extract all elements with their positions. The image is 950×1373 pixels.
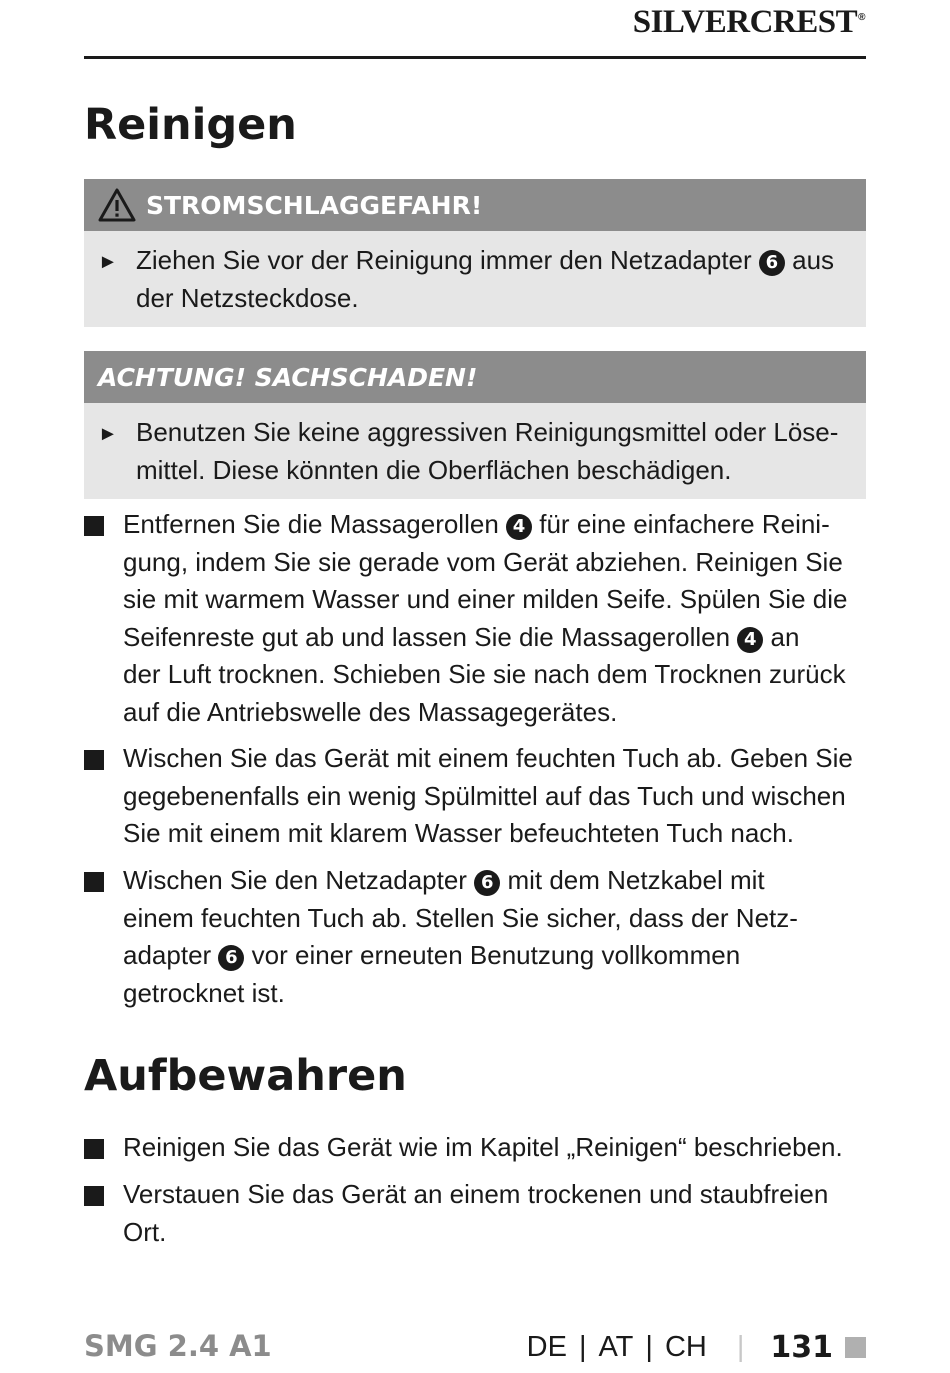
- warning-box-electric-shock: [84, 179, 866, 327]
- text-line: Ort.: [123, 1216, 167, 1247]
- reference-number-badge: 6: [759, 250, 785, 276]
- list-item: [84, 506, 869, 731]
- language-de: DE: [526, 1331, 567, 1363]
- brand-logo: [633, 4, 865, 41]
- text-run: an: [770, 621, 800, 652]
- language-ch: CH: [664, 1331, 707, 1363]
- warning-box-body: [84, 231, 866, 327]
- list-item: [84, 1129, 869, 1167]
- separator: |: [645, 1331, 653, 1363]
- square-bullet-icon: [84, 1186, 104, 1206]
- text-run: adapter: [123, 940, 212, 970]
- page-marker-icon: [845, 1337, 866, 1358]
- list-item: [84, 1176, 869, 1251]
- brand-logo-crest: CREST: [749, 4, 858, 40]
- footer-page-info: [527, 1330, 866, 1365]
- footer-model-number: SMG 2.4 A1: [84, 1329, 272, 1363]
- list-item: [84, 740, 869, 853]
- separator: |: [578, 1331, 587, 1363]
- brand-logo-silver: SILVER: [632, 4, 750, 40]
- header-rule: [84, 56, 866, 59]
- registered-mark: ®: [858, 12, 865, 23]
- text-line: der Luft trocknen. Schieben Sie sie nach dem Trocknen zurück: [123, 659, 846, 689]
- arrow-bullet-icon: ►: [98, 423, 118, 445]
- text-run: aus: [792, 245, 835, 275]
- reference-number-badge: 6: [218, 945, 244, 971]
- warning-line: Benutzen Sie keine aggressiven Reinigungsmittel oder Löse-: [136, 417, 839, 447]
- text-run: für eine einfachere Reini-: [539, 509, 830, 539]
- section-title-aufbewahren: Aufbewahren: [84, 1051, 407, 1101]
- warning-box-body: [84, 403, 866, 499]
- warning-line: [136, 241, 846, 279]
- separator: |: [736, 1331, 745, 1363]
- text-line: sie mit warmem Wasser und einer milden Seife. Spülen Sie die: [123, 584, 848, 614]
- warning-box-header: [84, 179, 866, 231]
- text-line: gung, indem Sie sie gerade vom Gerät abziehen. Reinigen Sie: [123, 546, 843, 577]
- text-line: Reinigen Sie das Gerät wie im Kapitel „Reinigen“ beschrieben.: [123, 1132, 843, 1162]
- text-line: gegebenenfalls ein wenig Spülmittel auf das Tuch und wischen: [123, 780, 846, 811]
- warning-box-title: ACHTUNG! SACHSCHADEN!: [98, 362, 478, 392]
- text-line: [123, 619, 869, 657]
- reference-number-badge: 4: [737, 627, 763, 653]
- text-run: Wischen Sie den Netzadapter: [123, 865, 467, 895]
- text-run: Entfernen Sie die Massagerollen: [123, 509, 499, 539]
- text-line: [123, 862, 869, 900]
- text-run: mit dem Netzkabel mit: [507, 865, 765, 895]
- section-title-reinigen: Reinigen: [84, 100, 297, 150]
- warning-box-property-damage: [84, 351, 866, 499]
- text-line: Sie mit einem mit klarem Wasser befeuchteten Tuch nach.: [123, 818, 794, 848]
- text-line: Wischen Sie das Gerät mit einem feuchten Tuch ab. Geben Sie: [123, 743, 853, 773]
- text-run: Seifenreste gut ab und lassen Sie die Massagerollen: [123, 621, 731, 652]
- list-item: [84, 862, 869, 1012]
- square-bullet-icon: [84, 1139, 104, 1159]
- text-run: vor einer erneuten Benutzung vollkommen: [251, 940, 741, 970]
- square-bullet-icon: [84, 750, 104, 770]
- text-line: [123, 937, 869, 975]
- text-run: Ziehen Sie vor der Reinigung immer den Netzadapter: [136, 245, 752, 275]
- page-number: 131: [770, 1330, 833, 1365]
- warning-line: mittel. Diese könnten die Oberflächen beschädigen.: [136, 455, 732, 485]
- square-bullet-icon: [84, 872, 104, 892]
- text-line: Verstauen Sie das Gerät an einem trockenen und staubfreien: [123, 1179, 829, 1209]
- reference-number-badge: 6: [474, 870, 500, 896]
- text-line: einem feuchten Tuch ab. Stellen Sie sicher, dass der Netz-: [123, 902, 798, 933]
- language-at: AT: [598, 1331, 634, 1363]
- warning-line: der Netzsteckdose.: [136, 283, 359, 313]
- warning-box-title: STROMSCHLAGGEFAHR!: [146, 190, 483, 220]
- warning-box-header: [84, 351, 866, 403]
- arrow-bullet-icon: ►: [98, 251, 118, 273]
- text-line: getrocknet ist.: [123, 977, 285, 1008]
- warning-triangle-icon: [98, 188, 136, 222]
- text-line: auf die Antriebswelle des Massagegerätes.: [123, 696, 618, 727]
- square-bullet-icon: [84, 516, 104, 536]
- text-line: [123, 506, 869, 544]
- reference-number-badge: 4: [506, 514, 532, 540]
